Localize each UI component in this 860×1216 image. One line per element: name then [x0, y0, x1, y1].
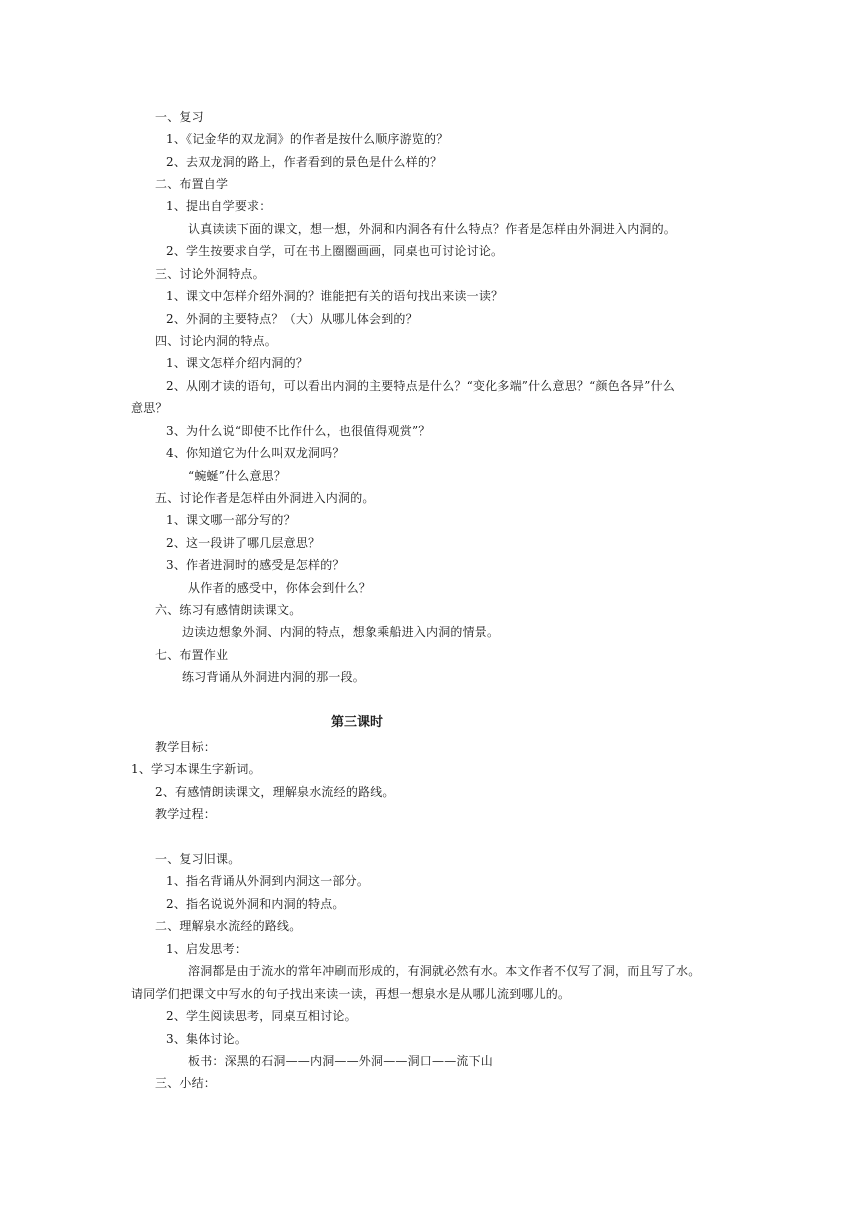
review-old-item-1: 1、指名背诵从外洞到内洞这一部分。 [166, 874, 370, 888]
review-question-2: 2、去双龙洞的路上，作者看到的景色是什么样的？ [166, 155, 443, 169]
process-label: 教学过程： [155, 807, 217, 821]
inner-cave-question-3: 3、为什么说“即使不比作什么，也很值得观赏”？ [166, 424, 431, 438]
reading-detail: 边读边想象外洞、内洞的特点，想象乘船进入内洞的情景。 [182, 625, 500, 639]
spring-route-item-2: 2、学生阅读思考，同桌互相讨论。 [166, 1009, 357, 1023]
inner-cave-question-2-cont: 意思？ [131, 401, 168, 415]
self-study-item-1: 1、提出自学要求： [166, 199, 272, 213]
heading-inner-cave: 四、讨论内洞的特点。 [155, 334, 278, 348]
spring-route-item-1: 1、启发思考： [166, 942, 248, 956]
entering-question-1: 1、课文哪一部分写的？ [166, 513, 296, 527]
inner-cave-question-1: 1、课文怎样介绍内洞的？ [166, 356, 309, 370]
heading-homework: 七、布置作业 [155, 648, 229, 662]
entering-question-3: 3、作者进洞时的感受是怎样的？ [166, 558, 345, 572]
spring-route-paragraph-line-1: 溶洞都是由于流水的常年冲刷而形成的，有洞就必然有水。本文作者不仅写了洞，而且写了水。 [188, 964, 701, 978]
outer-cave-question-2: 2、外洞的主要特点？（大）从哪儿体会到的？ [166, 312, 418, 326]
review-question-1: 1、《记金华的双龙洞》的作者是按什么顺序游览的？ [166, 132, 449, 146]
heading-spring-route: 二、理解泉水流经的路线。 [155, 919, 302, 933]
review-old-item-2: 2、指名说说外洞和内洞的特点。 [166, 897, 345, 911]
goals-label: 教学目标： [155, 740, 217, 754]
heading-review: 一、复习 [155, 110, 204, 124]
heading-self-study: 二、布置自学 [155, 177, 229, 191]
heading-summary: 三、小结： [155, 1076, 217, 1090]
inner-cave-question-4-sub: “蜿蜒”什么意思？ [188, 469, 287, 483]
spring-route-item-3: 3、集体讨论。 [166, 1032, 248, 1046]
self-study-requirement: 认真读读下面的课文，想一想，外洞和内洞各有什么特点？作者是怎样由外洞进入内洞的。 [188, 222, 677, 236]
goal-2: 2、有感情朗读课文，理解泉水流经的路线。 [155, 785, 395, 799]
heading-reading: 六、练习有感情朗读课文。 [155, 603, 302, 617]
self-study-item-2: 2、学生按要求自学，可在书上圈圈画画，同桌也可讨论讨论。 [166, 244, 504, 258]
heading-review-old: 一、复习旧课。 [155, 852, 241, 866]
entering-question-3-sub: 从作者的感受中，你体会到什么？ [188, 581, 372, 595]
homework-detail: 练习背诵从外洞进内洞的那一段。 [182, 670, 366, 684]
spring-route-paragraph-line-2: 请同学们把课文中写水的句子找出来读一读，再想一想泉水是从哪儿流到哪儿的。 [131, 987, 571, 1001]
entering-question-2: 2、这一段讲了哪几层意思？ [166, 536, 321, 550]
heading-outer-cave: 三、讨论外洞特点。 [155, 267, 265, 281]
goal-1: 1、学习本课生字新词。 [131, 762, 261, 776]
blackboard-notes: 板书：深黑的石洞——内洞——外洞——洞口——流下山 [188, 1054, 494, 1068]
outer-cave-question-1: 1、课文中怎样介绍外洞的？谁能把有关的语句找出来读一读？ [166, 289, 504, 303]
inner-cave-question-4: 4、你知道它为什么叫双龙洞吗？ [166, 446, 345, 460]
heading-entering: 五、讨论作者是怎样由外洞进入内洞的。 [155, 491, 375, 505]
lesson-3-title: 第三课时 [331, 715, 384, 730]
inner-cave-question-2: 2、从刚才读的语句，可以看出内洞的主要特点是什么？“变化多端”什么意思？“颜色各异”什么 [166, 379, 675, 393]
